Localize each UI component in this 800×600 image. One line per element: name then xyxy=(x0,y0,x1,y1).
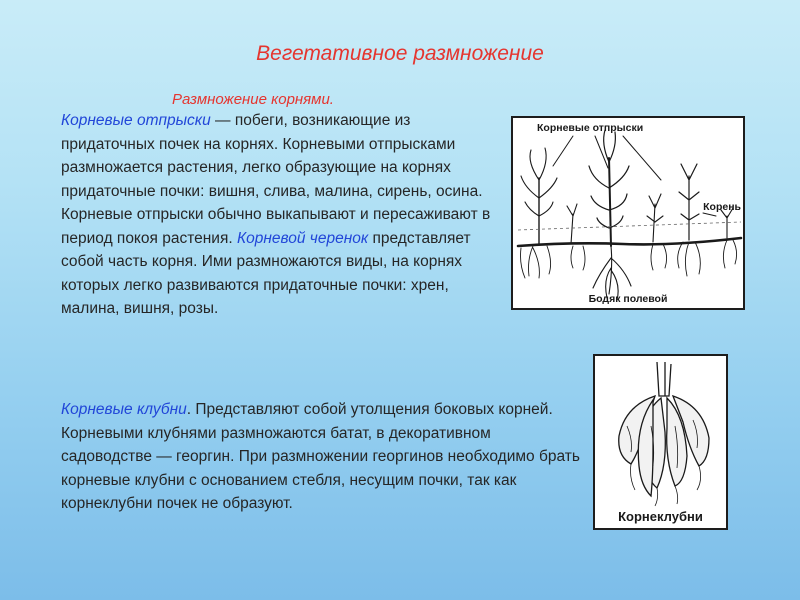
term-root-tubers: Корневые клубни xyxy=(61,401,187,418)
term-root-shoots: Корневые отпрыски xyxy=(61,112,211,129)
root-tubers-paragraph xyxy=(61,398,581,516)
root-label: Корень xyxy=(703,201,741,213)
term-root-cutting: Корневой черенок xyxy=(236,229,369,247)
root-shoots-illustration xyxy=(513,118,743,308)
root-tubers-text: . Представляют собой утолщения боковых корней. Корневыми клубнями размножаются батат, в декоративном садоводстве — георгин. При размножении георгинов необходимо брать корневые клубни с основанием стебля, несущим почки, так как корнеклубни почек не образуют. xyxy=(61,401,580,512)
subtitle: Размножение корнями. xyxy=(172,91,334,108)
root-shoots-text: — побеги, возникающие из придаточных почек на корнях. Корневыми отпрысками размножается растения, легко образующие на корнях придаточные почки: вишня, слива, малина, сирень, осина. Корневые отпрыски обычно выкапывают и пересаживают в период покоя растения. xyxy=(61,112,491,247)
root-tubers-illustration xyxy=(595,356,726,528)
plant-name-label: Бодяк полевой xyxy=(588,293,668,305)
slide-title: Вегетативное размножение xyxy=(256,42,544,65)
root-shoots-figure xyxy=(511,116,745,310)
root-cutting-text: представляет собой часть корня. Ими размножаются виды, на корнях которых легко развиваются придаточные почки: хрен, малина, вишня, розы. xyxy=(61,229,471,317)
root-tubers-label: Корнеклубни xyxy=(618,509,703,524)
root-tubers-figure xyxy=(593,354,728,530)
root-shoots-label: Корневые отпрыски xyxy=(537,122,644,134)
root-shoots-paragraph xyxy=(61,109,501,321)
